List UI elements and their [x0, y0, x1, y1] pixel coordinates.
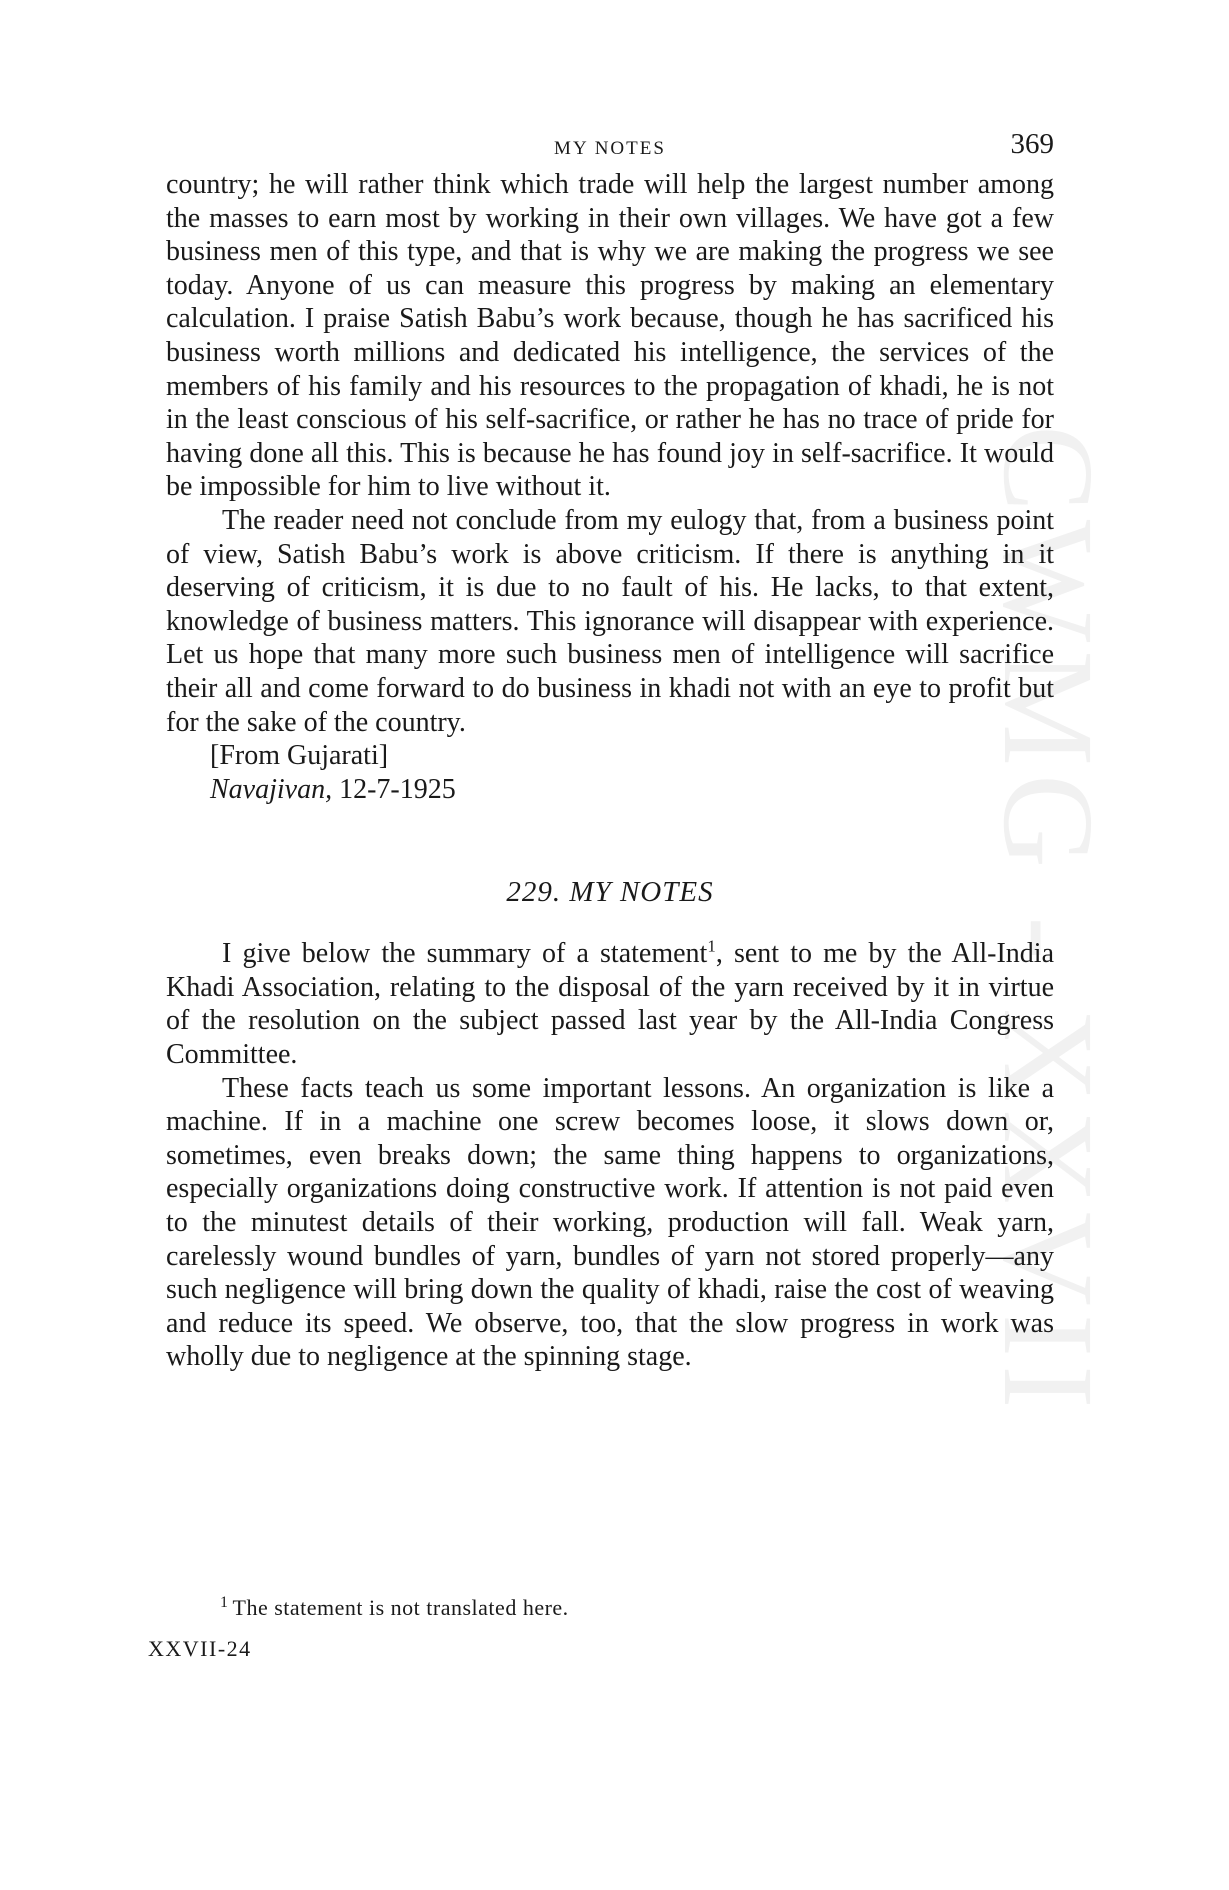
paragraph-text: I give below the summary of a statement — [222, 938, 708, 970]
publication-date: 12-7-1925 — [339, 773, 456, 805]
watermark-text: CWMG - XXVII — [976, 425, 1120, 1417]
newspaper-name: Navajivan, — [210, 773, 333, 805]
section-text — [166, 937, 1054, 1374]
paragraph: These facts teach us some important lessons. An organization is like a machine. If in a machine one screw becomes loose, it slows down or, sometimes, even breaks down; the same thing happens to organizations, especially organizations doing constructive work. If attention is not paid even to the minutest details of their working, production will fall. Weak yarn, carelessly wound bundles of yarn, bundles of yarn not stored properly—any such negligence will bring down the quality of khadi, raise the cost of weaving and reduce its speed. We observe, too, that the slow progress in work was wholly due to negligence at the spinning stage. — [166, 1072, 1054, 1373]
signature-mark: XXVII-24 — [148, 1636, 252, 1661]
footnote-reference: 1 — [707, 936, 716, 956]
footnote-number: 1 — [220, 1593, 229, 1611]
source-note: [From Gujarati] — [210, 740, 389, 772]
page-number: 369 — [1010, 128, 1054, 160]
running-head — [166, 128, 1054, 168]
paragraph: The reader need not conclude from my eulogy that, from a business point of view, Satish Babu’s work is above criticism. If there is anything in it deserving of criticism, it is due to no fault of his. He lacks, to that extent, knowledge of business matters. This ignorance will disappear with experience. Let us hope that many more such business men of intelligence will sacrifice their all and come forward to do business in khadi not with an eye to profit but for the sake of the country. — [166, 504, 1054, 738]
footnote — [220, 1595, 569, 1621]
continued-text — [166, 168, 1054, 806]
footnote-text: The statement is not translated here. — [232, 1595, 569, 1620]
paragraph-text: , sent to me by the All-India Khadi Association, relating to the disposal of the yarn received by it in virtue of the resolution on the subject passed last year by the All-India Congress Committee. — [166, 938, 1055, 1071]
dateline — [210, 773, 1054, 807]
paragraph — [166, 937, 1054, 1071]
section-heading: 229. MY NOTES — [506, 876, 714, 909]
running-title: MY NOTES — [554, 138, 666, 159]
page-body — [166, 128, 1054, 1374]
paragraph: country; he will rather think which trade will help the largest number among the masses to earn most by working in their own villages. We have got a few business men of this type, and that is why we are making the progress we see today. Anyone of us can measure this progress by making an elementary calculation. I praise Satish Babu’s work because, though he has sacrificed his business worth millions and dedicated his intelligence, the services of the members of his family and his resources to the propagation of khadi, he is not in the least conscious of his self-sacrifice, or rather he has no trace of pride for having done all this. This is because he has found joy in self-sacrifice. It would be impossible for him to live without it. — [166, 169, 1054, 503]
